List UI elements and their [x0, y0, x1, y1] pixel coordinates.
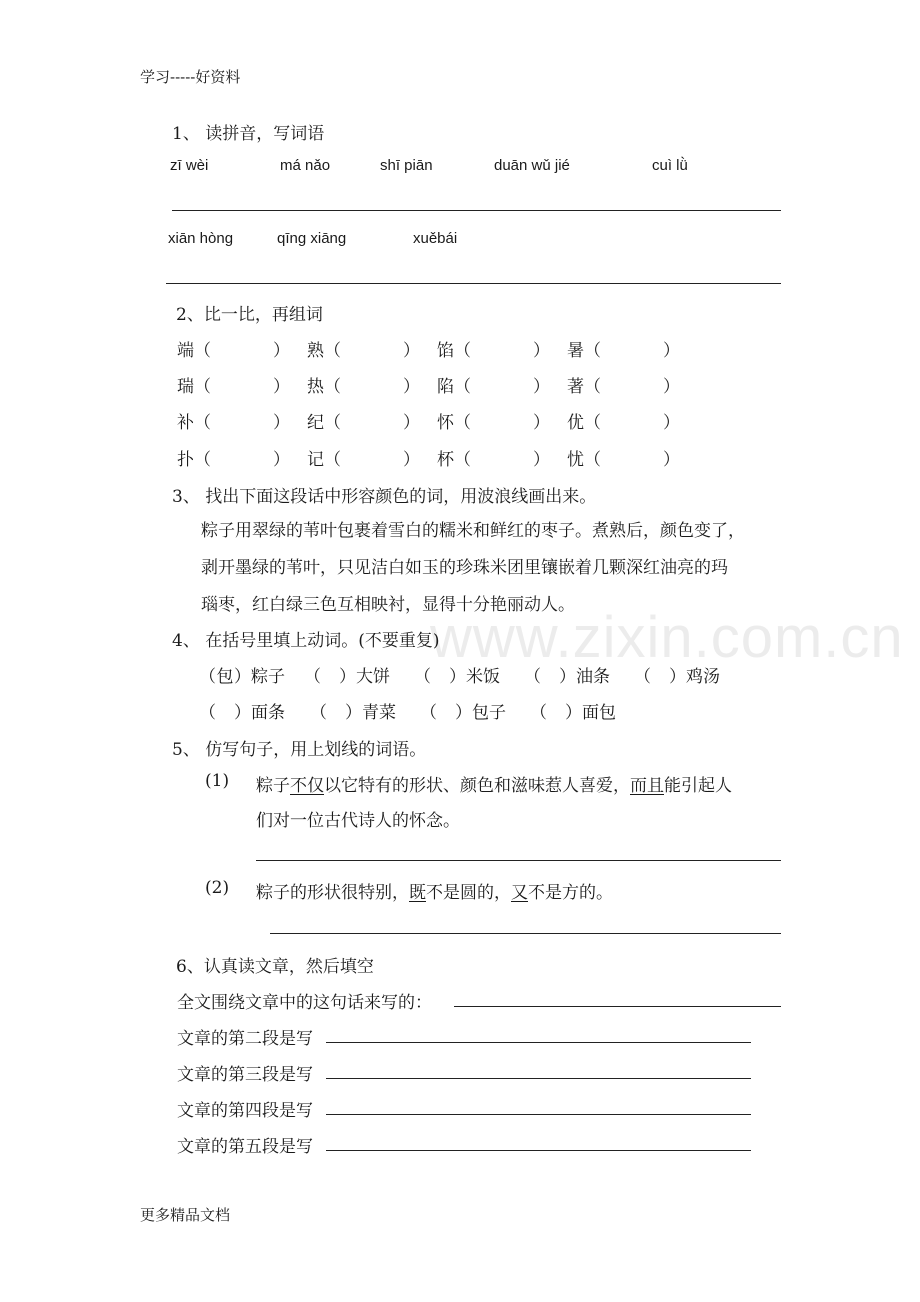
- noun-word: 面条: [251, 703, 285, 723]
- open-paren: （: [634, 667, 651, 687]
- close-paren: ）: [273, 341, 290, 361]
- compare-cell: [307, 408, 420, 433]
- watermark: www.zixin.com.cn: [430, 605, 904, 670]
- close-paren: ）: [559, 667, 576, 687]
- open-paren: （: [584, 450, 601, 470]
- answer-line[interactable]: [326, 1042, 751, 1043]
- verb-item: [199, 698, 285, 723]
- close-paren: ）: [533, 413, 550, 433]
- open-paren: （: [199, 703, 216, 723]
- noun-word: 粽子: [251, 667, 285, 687]
- open-paren: （: [584, 341, 601, 361]
- fill-prompt: 文章的第二段是写: [177, 1029, 313, 1049]
- open-paren: （: [420, 703, 437, 723]
- answer-line[interactable]: [256, 860, 781, 861]
- answer-line[interactable]: [270, 933, 781, 934]
- verb-blank[interactable]: 包: [216, 667, 234, 687]
- verb-item: [199, 662, 285, 687]
- q2-title: 2、比一比，再组词: [176, 305, 323, 325]
- compare-cell: [307, 372, 420, 397]
- open-paren: （: [194, 413, 211, 433]
- open-paren: （: [310, 703, 327, 723]
- passage-line: 剥开墨绿的苇叶，只见洁白如玉的珍珠米团里镶嵌着几颗深红油亮的玛: [201, 558, 728, 578]
- answer-line[interactable]: [166, 283, 781, 284]
- close-paren: ）: [663, 413, 680, 433]
- compare-char: 纪: [307, 413, 324, 433]
- open-paren: （: [454, 377, 471, 397]
- verb-item: [414, 662, 500, 687]
- noun-word: 面包: [582, 703, 616, 723]
- page-footer: 更多精品文档: [140, 1206, 231, 1224]
- compare-char: 暑: [567, 341, 584, 361]
- fill-prompt: 文章的第五段是写: [177, 1137, 313, 1157]
- pinyin-3: shī piān: [380, 157, 433, 174]
- compare-cell: [567, 445, 680, 470]
- model-sentence-1: 粽子不仅以它特有的形状、颜色和滋味惹人喜爱，而且能引起人: [256, 776, 732, 796]
- close-paren: ）: [449, 667, 466, 687]
- fill-prompt: 全文围绕文章中的这句话来写的：: [177, 993, 432, 1013]
- close-paren: ）: [273, 377, 290, 397]
- close-paren: ）: [455, 703, 472, 723]
- compare-cell: [567, 372, 680, 397]
- underlined-word: 而且: [630, 776, 664, 796]
- compare-char: 扑: [177, 450, 194, 470]
- pinyin-8: xuěbái: [413, 230, 458, 247]
- underlined-word: 又: [511, 883, 528, 903]
- noun-word: 鸡汤: [686, 667, 720, 687]
- pinyin-6: xiān hòng: [168, 230, 234, 247]
- answer-line[interactable]: [326, 1114, 751, 1115]
- verb-item: [304, 662, 390, 687]
- open-paren: （: [584, 413, 601, 433]
- compare-char: 忧: [567, 450, 584, 470]
- compare-char: 著: [567, 377, 584, 397]
- close-paren: ）: [234, 703, 251, 723]
- open-paren: （: [454, 341, 471, 361]
- q3-title: 3、 找出下面这段话中形容颜色的词，用波浪线画出来。: [172, 487, 597, 507]
- q1-title: 1、 读拼音，写词语: [172, 124, 325, 144]
- close-paren: ）: [663, 377, 680, 397]
- close-paren: ）: [339, 667, 356, 687]
- compare-cell: [567, 408, 680, 433]
- fill-prompt: 文章的第三段是写: [177, 1065, 313, 1085]
- pinyin-2: má nǎo: [280, 157, 331, 174]
- open-paren: （: [304, 667, 321, 687]
- page-header: 学习-----好资料: [140, 68, 241, 86]
- underlined-word: 既: [409, 883, 426, 903]
- compare-char: 热: [307, 377, 324, 397]
- underlined-word: 不仅: [290, 776, 324, 796]
- pinyin-4: duān wǔ jié: [494, 157, 570, 174]
- close-paren: ）: [533, 450, 550, 470]
- compare-char: 优: [567, 413, 584, 433]
- verb-item: [420, 698, 506, 723]
- open-paren: （: [324, 450, 341, 470]
- open-paren: （: [199, 667, 216, 687]
- pinyin-7: qīng xiāng: [277, 230, 347, 247]
- compare-char: 杯: [437, 450, 454, 470]
- close-paren: ）: [273, 413, 290, 433]
- passage-line: 瑙枣，红白绿三色互相映衬，显得十分艳丽动人。: [201, 595, 575, 615]
- answer-line[interactable]: [326, 1150, 751, 1151]
- q4-title: 4、 在括号里填上动词。(不要重复): [172, 631, 440, 651]
- noun-word: 包子: [472, 703, 506, 723]
- compare-cell: [177, 336, 290, 361]
- compare-char: 陷: [437, 377, 454, 397]
- fill-prompt: 文章的第四段是写: [177, 1101, 313, 1121]
- open-paren: （: [454, 450, 471, 470]
- compare-char: 瑞: [177, 377, 194, 397]
- compare-char: 熟: [307, 341, 324, 361]
- close-paren: ）: [565, 703, 582, 723]
- open-paren: （: [194, 377, 211, 397]
- noun-word: 青菜: [362, 703, 396, 723]
- compare-cell: [307, 336, 420, 361]
- compare-char: 补: [177, 413, 194, 433]
- close-paren: ）: [533, 377, 550, 397]
- compare-char: 馅: [437, 341, 454, 361]
- verb-item: [524, 662, 610, 687]
- item-number: (1): [205, 771, 230, 791]
- close-paren: ）: [345, 703, 362, 723]
- verb-item: [310, 698, 396, 723]
- compare-cell: [437, 408, 550, 433]
- item-number: (2): [205, 878, 230, 898]
- open-paren: （: [414, 667, 431, 687]
- close-paren: ）: [533, 341, 550, 361]
- noun-word: 大饼: [356, 667, 390, 687]
- close-paren: ）: [403, 341, 420, 361]
- close-paren: ）: [669, 667, 686, 687]
- q6-title: 6、认真读文章，然后填空: [176, 957, 374, 977]
- open-paren: （: [324, 341, 341, 361]
- compare-cell: [177, 408, 290, 433]
- close-paren: ）: [234, 667, 251, 687]
- close-paren: ）: [403, 377, 420, 397]
- passage-line: 粽子用翠绿的苇叶包裹着雪白的糯米和鲜红的枣子。煮熟后，颜色变了，: [201, 521, 745, 541]
- compare-cell: [177, 445, 290, 470]
- answer-line[interactable]: [172, 210, 781, 211]
- compare-cell: [437, 336, 550, 361]
- open-paren: （: [454, 413, 471, 433]
- open-paren: （: [584, 377, 601, 397]
- open-paren: （: [194, 341, 211, 361]
- open-paren: （: [324, 413, 341, 433]
- close-paren: ）: [663, 341, 680, 361]
- close-paren: ）: [273, 450, 290, 470]
- close-paren: ）: [403, 450, 420, 470]
- close-paren: ）: [663, 450, 680, 470]
- open-paren: （: [530, 703, 547, 723]
- model-sentence-1-cont: 们对一位古代诗人的怀念。: [256, 811, 460, 831]
- q5-title: 5、 仿写句子，用上划线的词语。: [172, 740, 427, 760]
- answer-line[interactable]: [454, 1006, 781, 1007]
- open-paren: （: [324, 377, 341, 397]
- open-paren: （: [524, 667, 541, 687]
- verb-item: [530, 698, 616, 723]
- open-paren: （: [194, 450, 211, 470]
- compare-char: 端: [177, 341, 194, 361]
- pinyin-5: cuì lǜ: [652, 157, 688, 174]
- compare-cell: [177, 372, 290, 397]
- noun-word: 油条: [576, 667, 610, 687]
- model-sentence-2: 粽子的形状很特别，既不是圆的，又不是方的。: [256, 883, 613, 903]
- pinyin-1: zī wèi: [170, 157, 209, 174]
- verb-item: [634, 662, 720, 687]
- compare-cell: [437, 372, 550, 397]
- compare-cell: [567, 336, 680, 361]
- close-paren: ）: [403, 413, 420, 433]
- compare-char: 怀: [437, 413, 454, 433]
- compare-cell: [437, 445, 550, 470]
- answer-line[interactable]: [326, 1078, 751, 1079]
- compare-cell: [307, 445, 420, 470]
- compare-char: 记: [307, 450, 324, 470]
- noun-word: 米饭: [466, 667, 500, 687]
